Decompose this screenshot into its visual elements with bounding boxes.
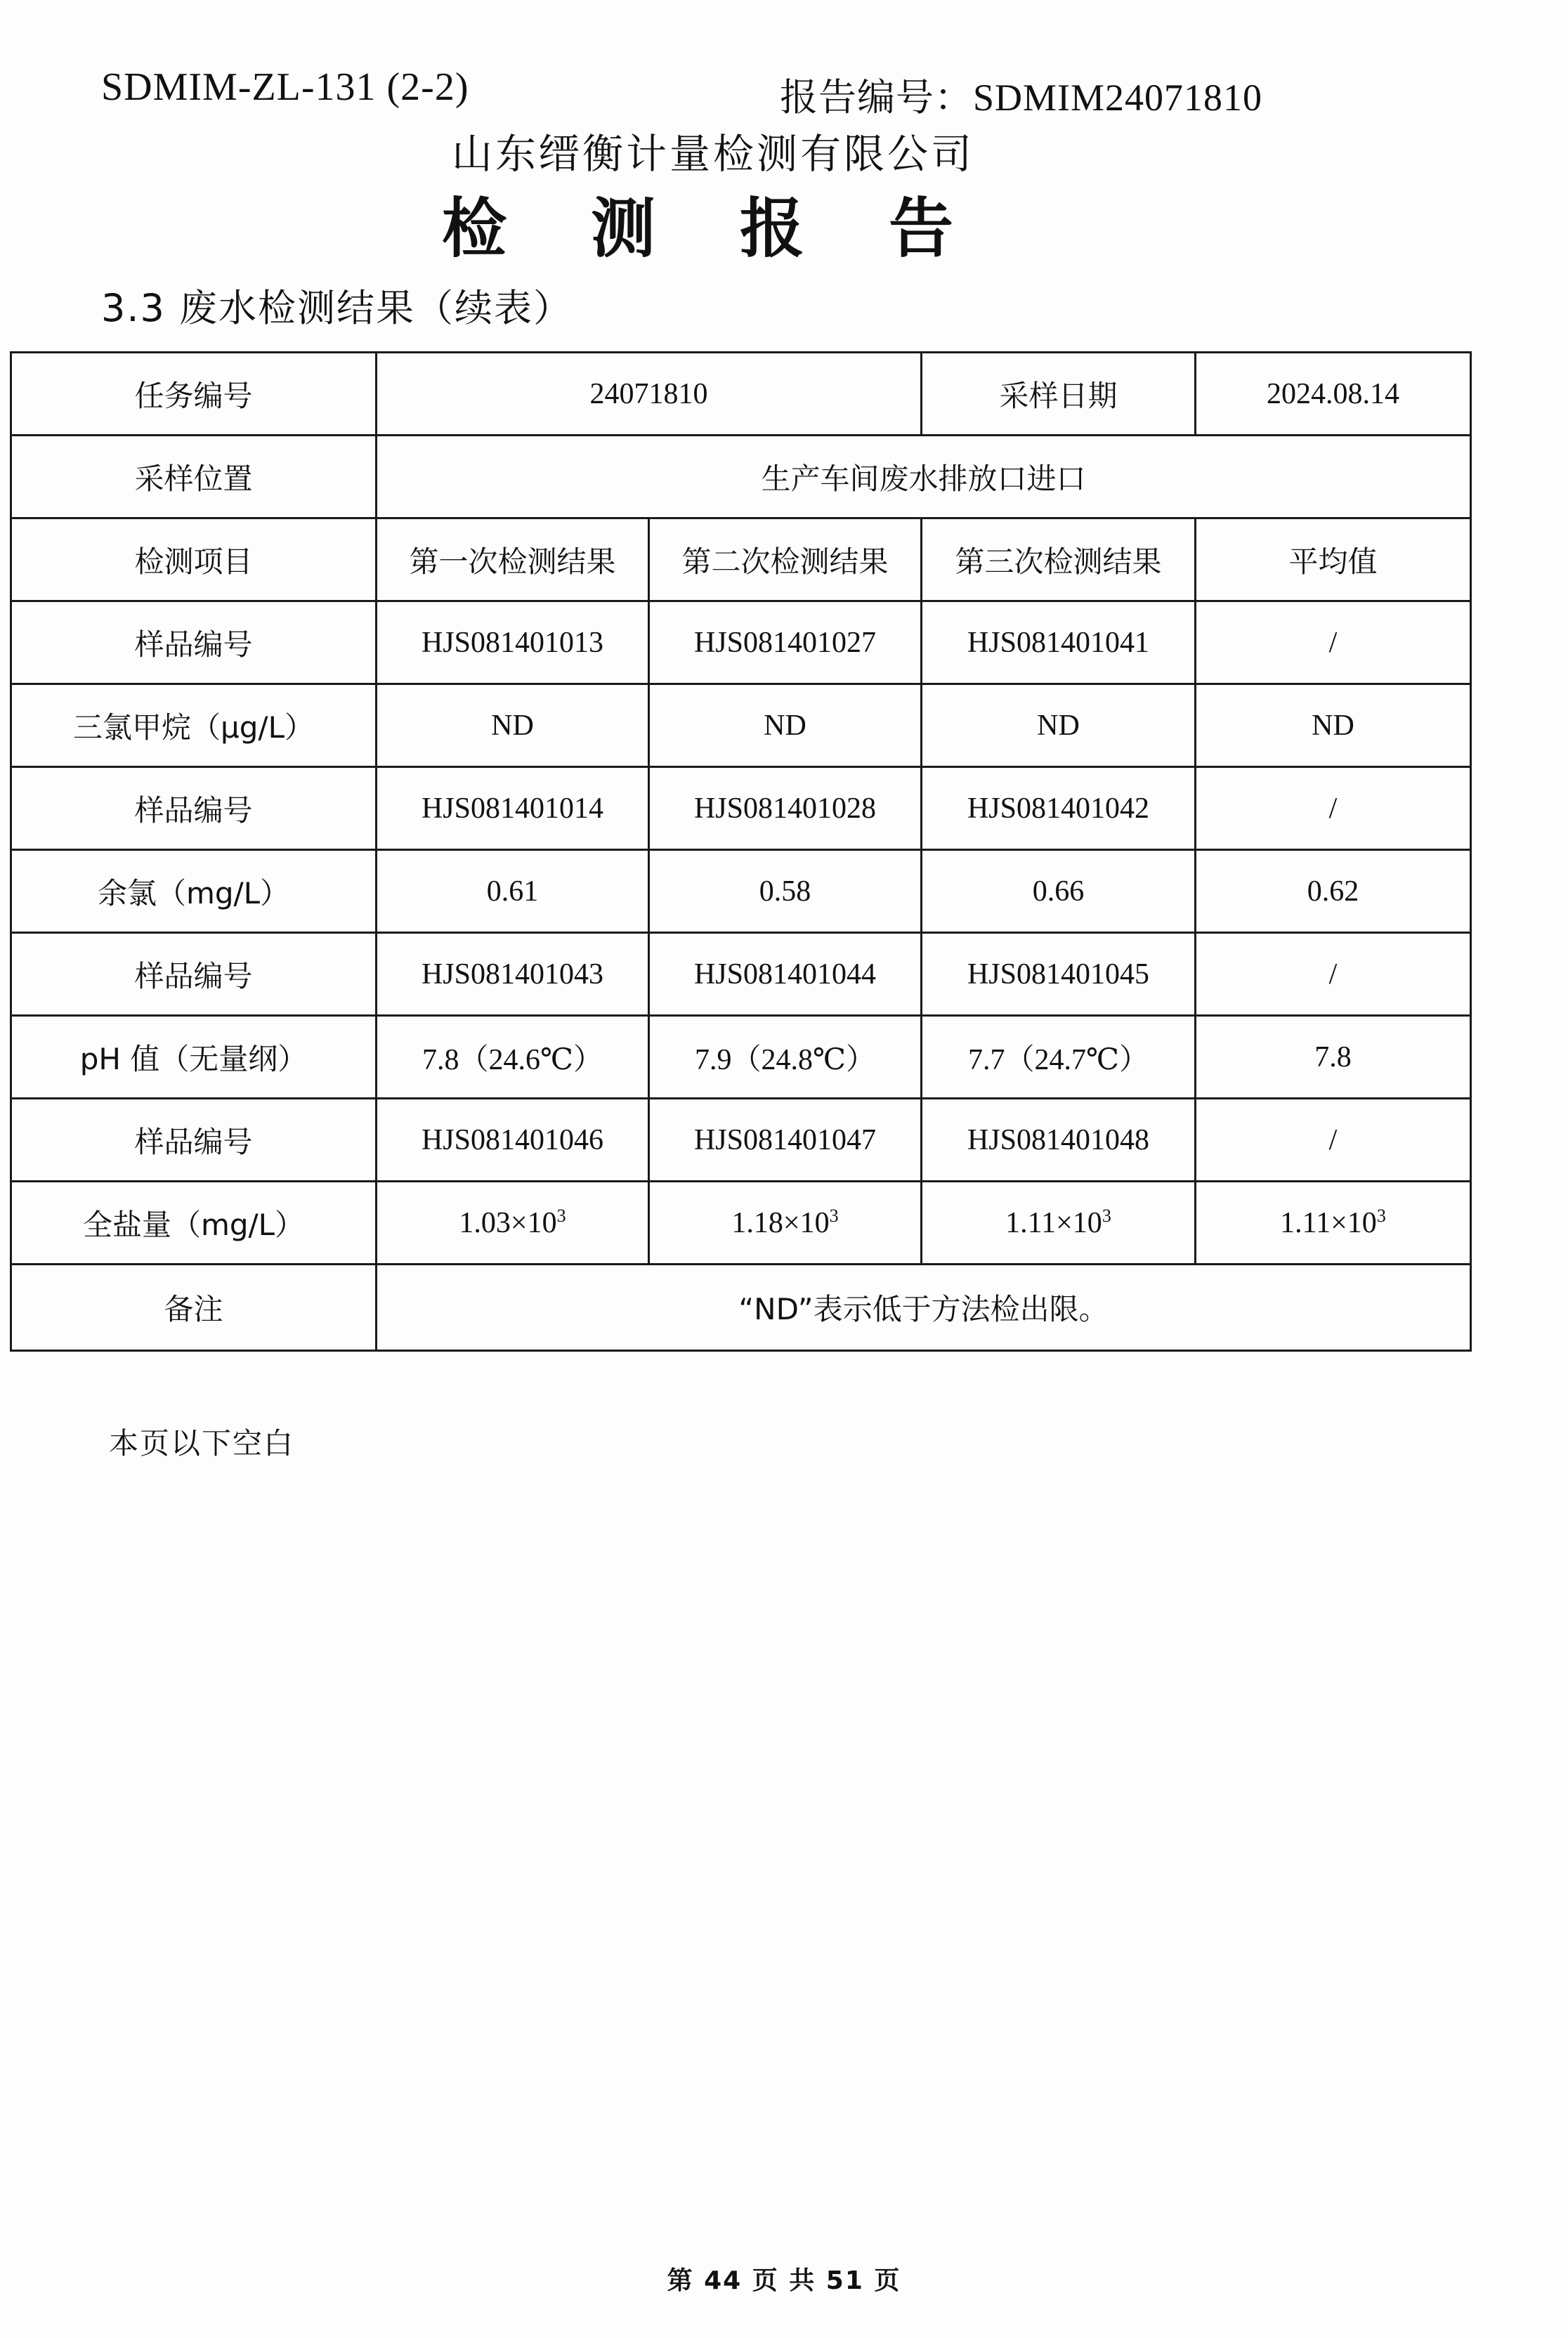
table-row-task xyxy=(11,353,1471,436)
row-label: 样品编号 xyxy=(11,767,377,850)
table-row xyxy=(11,933,1471,1016)
table-row-remark xyxy=(11,1265,1471,1351)
cell-first: HJS081401013 xyxy=(377,601,649,684)
cell-second xyxy=(649,1182,922,1265)
salt-exponent-1: 3 xyxy=(556,1205,566,1226)
cell-second: 7.9（24.8℃） xyxy=(649,1016,922,1099)
cell-average: / xyxy=(1196,601,1471,684)
location-value: 生产车间废水排放口进口 xyxy=(377,436,1471,518)
table-header-row xyxy=(11,518,1471,601)
report-number: 报告编号：SDMIM24071810 xyxy=(780,77,1263,119)
location-label: 采样位置 xyxy=(11,436,377,518)
cell-third: HJS081401042 xyxy=(922,767,1196,850)
salt-mantissa-1: 1.03×10 xyxy=(459,1206,557,1239)
col-header-item: 检测项目 xyxy=(11,518,377,601)
cell-first: HJS081401046 xyxy=(377,1099,649,1182)
cell-average: ND xyxy=(1196,684,1471,767)
table-row-total-salt xyxy=(11,1182,1471,1265)
cell-average: / xyxy=(1196,933,1471,1016)
cell-average xyxy=(1196,1182,1471,1265)
cell-third: 0.66 xyxy=(922,850,1196,933)
row-label: pH 值（无量纲） xyxy=(11,1016,377,1099)
cell-average: 0.62 xyxy=(1196,850,1471,933)
blank-below-note: 本页以下空白 xyxy=(109,1426,295,1461)
task-no-label: 任务编号 xyxy=(11,353,377,436)
salt-exponent-2: 3 xyxy=(829,1205,839,1226)
sampling-date-label: 采样日期 xyxy=(922,353,1196,436)
cell-average: / xyxy=(1196,1099,1471,1182)
cell-average: / xyxy=(1196,767,1471,850)
cell-second: HJS081401027 xyxy=(649,601,922,684)
cell-second: HJS081401028 xyxy=(649,767,922,850)
row-label: 样品编号 xyxy=(11,601,377,684)
task-no-value: 24071810 xyxy=(377,353,922,436)
salt-exponent-avg: 3 xyxy=(1376,1205,1386,1226)
report-title: 检 测 报 告 xyxy=(441,191,985,266)
cell-second: HJS081401044 xyxy=(649,933,922,1016)
cell-second: 0.58 xyxy=(649,850,922,933)
cell-average: 7.8 xyxy=(1196,1016,1471,1099)
cell-third: ND xyxy=(922,684,1196,767)
table-row xyxy=(11,601,1471,684)
document-code: SDMIM-ZL-131 (2-2) xyxy=(101,65,469,109)
wastewater-results-table xyxy=(10,351,1472,1352)
cell-first: 0.61 xyxy=(377,850,649,933)
row-label: 样品编号 xyxy=(11,933,377,1016)
cell-third: HJS081401048 xyxy=(922,1099,1196,1182)
salt-mantissa-2: 1.18×10 xyxy=(731,1206,830,1239)
cell-third: 7.7（24.7℃） xyxy=(922,1016,1196,1099)
col-header-average: 平均值 xyxy=(1196,518,1471,601)
row-label: 余氯（mg/L） xyxy=(11,850,377,933)
cell-first: ND xyxy=(377,684,649,767)
table-row xyxy=(11,850,1471,933)
page-number: 第 44 页 共 51 页 xyxy=(667,2266,901,2295)
company-name: 山东缙衡计量检测有限公司 xyxy=(451,130,974,178)
row-label: 三氯甲烷（μg/L） xyxy=(11,684,377,767)
section-title: 3.3 废水检测结果（续表） xyxy=(101,286,573,330)
cell-third: HJS081401041 xyxy=(922,601,1196,684)
cell-third xyxy=(922,1182,1196,1265)
table-row xyxy=(11,767,1471,850)
row-label: 全盐量（mg/L） xyxy=(11,1182,377,1265)
col-header-first: 第一次检测结果 xyxy=(377,518,649,601)
cell-second: ND xyxy=(649,684,922,767)
cell-first: HJS081401043 xyxy=(377,933,649,1016)
salt-exponent-3: 3 xyxy=(1102,1205,1111,1226)
table-row xyxy=(11,1099,1471,1182)
salt-mantissa-3: 1.11×10 xyxy=(1005,1206,1102,1239)
table-row-location xyxy=(11,436,1471,518)
row-label: 样品编号 xyxy=(11,1099,377,1182)
cell-first xyxy=(377,1182,649,1265)
cell-first: 7.8（24.6℃） xyxy=(377,1016,649,1099)
cell-second: HJS081401047 xyxy=(649,1099,922,1182)
remark-label: 备注 xyxy=(11,1265,377,1351)
remark-value: “ND”表示低于方法检出限。 xyxy=(377,1265,1471,1351)
salt-mantissa-avg: 1.11×10 xyxy=(1280,1206,1377,1239)
table-row xyxy=(11,1016,1471,1099)
sampling-date-value: 2024.08.14 xyxy=(1196,353,1471,436)
col-header-second: 第二次检测结果 xyxy=(649,518,922,601)
cell-third: HJS081401045 xyxy=(922,933,1196,1016)
cell-first: HJS081401014 xyxy=(377,767,649,850)
col-header-third: 第三次检测结果 xyxy=(922,518,1196,601)
table-row xyxy=(11,684,1471,767)
